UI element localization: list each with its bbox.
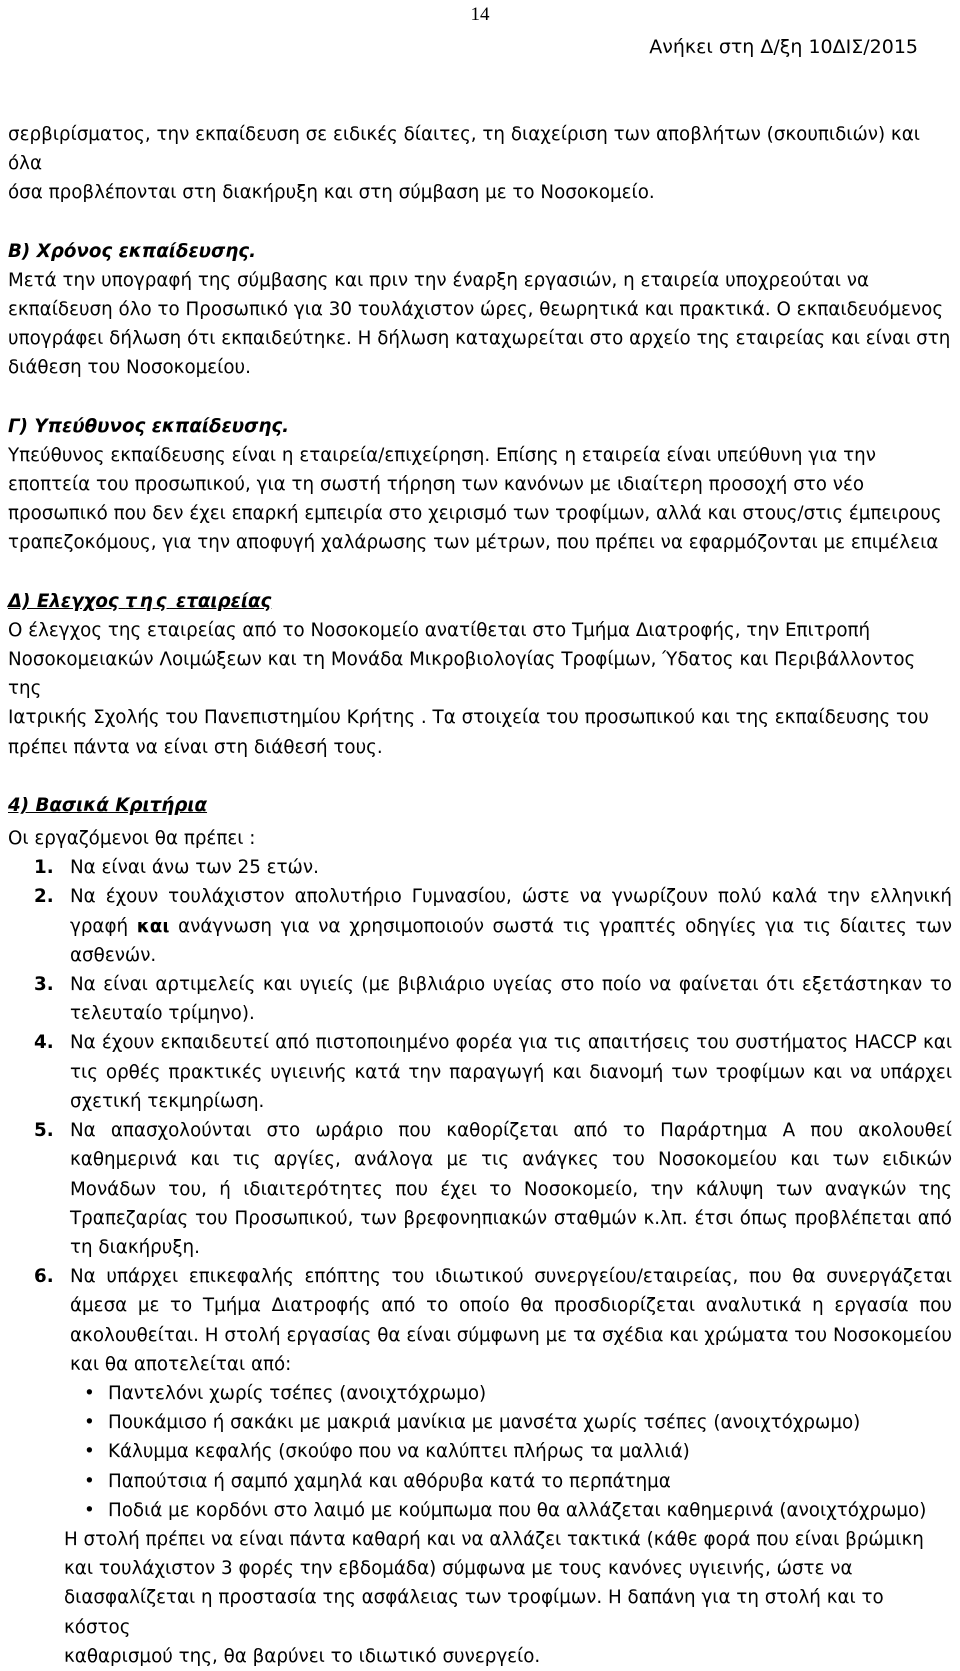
- document-reference: Ανήκει στη Δ/ξη 10ΔΙΣ/2015: [649, 36, 918, 58]
- section-d-title-part: εταιρείας: [176, 590, 272, 612]
- uniform-list: [8, 1379, 952, 1525]
- closing-line: διασφαλίζεται η προστασία της ασφάλειας των τροφίμων. Η δαπάνη για τη στολή και το κόστος: [64, 1587, 884, 1638]
- uniform-item-text: Ποδιά με κορδόνι στο λαιμό με κούμπωμα που θα αλλάζεται καθημερινά (ανοιχτόχρωμο): [108, 1499, 927, 1521]
- list-item: [8, 853, 952, 882]
- list-item: [8, 970, 952, 1028]
- section-d-line: Ιατρικής Σχολής του Πανεπιστημίου Κρήτης . Τα στοιχεία του προσωπικού και της εκπαίδευσης του: [8, 707, 929, 729]
- section-c-title: Γ) Υπεύθυνος εκπαίδευσης.: [8, 415, 290, 437]
- document-body: [8, 120, 952, 1671]
- uniform-closing-paragraph: [8, 1525, 952, 1671]
- bullet-icon: •: [84, 1470, 95, 1492]
- section-4-title: 4) Βασικά Κριτήρια: [8, 794, 208, 816]
- list-item-number: 1.: [34, 857, 54, 879]
- section-c-line: Υπεύθυνος εκπαίδευσης είναι η εταιρεία/επιχείρηση. Επίσης η εταιρεία είναι υπεύθυνη για την: [8, 444, 876, 466]
- uniform-item-text: Παπούτσια ή σαμπό χαμηλά και αθόρυβα κατά το περπάτημα: [108, 1470, 671, 1492]
- closing-line: Η στολή πρέπει να είναι πάντα καθαρή και να αλλάζει τακτικά (κάθε φορά που είναι βρώμικη: [64, 1528, 924, 1550]
- uniform-item: [8, 1467, 952, 1496]
- section-d-line: Ο έλεγχος της εταιρείας από το Νοσοκομείο ανατίθεται στο Τμήμα Διατροφής, την Επιτροπή: [8, 619, 871, 641]
- uniform-item: [8, 1408, 952, 1437]
- closing-line: και τουλάχιστον 3 φορές την εβδομάδα) σύμφωνα με τους κανόνες υγιεινής, ώστε να: [64, 1558, 853, 1580]
- section-b-line: Μετά την υπογραφή της σύμβασης και πριν την έναρξη εργασιών, η εταιρεία υποχρεούται να: [8, 269, 870, 291]
- list-item-text: Να είναι άνω των 25 ετών.: [70, 857, 319, 879]
- list-item-bold-word: και: [136, 915, 170, 937]
- list-item: [8, 1262, 952, 1379]
- list-item-text-part: ανάγνωση για να χρησιμοποιούν σωστά τις γραπτές οδηγίες για τις δίαιτες των ασθενών.: [70, 915, 952, 966]
- bullet-icon: •: [84, 1412, 95, 1434]
- intro-line: σερβιρίσματος, την εκπαίδευση σε ειδικές δίαιτες, τη διαχείριση των αποβλήτων (σκουπιδιών) και όλα: [8, 124, 920, 175]
- list-item-number: 4.: [34, 1032, 54, 1054]
- list-item: [8, 882, 952, 970]
- uniform-item: [8, 1437, 952, 1466]
- list-item-text: Να υπάρχει επικεφαλής επόπτης του ιδιωτικού συνεργείου/εταιρείας, που θα συνεργάζεται άμεσα με το Τμήμα Διατροφής από το οποίο θα προσδιορίζεται αναλυτικά η εργασία που ακολουθείται. Η στολή εργασίας θα είναι σύμφωνη με τα σχέδια και χρώματα του Νοσοκομείου και θα αποτελείται από:: [70, 1266, 952, 1375]
- criteria-list: [8, 853, 952, 1379]
- list-item-text: Να απασχολούνται στο ωράριο που καθορίζεται από το Παράρτημα Α που ακολουθεί καθημερινά και τις αργίες, ανάλογα με τις ανάγκες του Νοσοκομείου και των ειδικών Μονάδων του, ή ιδιαιτερότητες που έχει το Νοσοκομείο, την κάλυψη των αναγκών της Τραπεζαρίας του Προσωπικού, των βρεφονηπιακών σταθμών κ.λπ. έτσι όπως προβλέπεται από τη διακήρυξη.: [70, 1120, 952, 1258]
- uniform-item-text: Κάλυμμα κεφαλής (σκούφο που να καλύπτει πλήρως τα μαλλιά): [108, 1441, 690, 1463]
- list-item-text: [70, 882, 952, 970]
- bullet-icon: •: [84, 1382, 95, 1404]
- list-item-number: 3.: [34, 974, 54, 996]
- section-4-lead: Οι εργαζόμενοι θα πρέπει :: [8, 828, 256, 850]
- list-item: [8, 1028, 952, 1116]
- list-item-text: Να είναι αρτιμελείς και υγιείς (με βιβλιάριο υγείας στο ποίο να φαίνεται ότι εξετάστηκαν το τελευταίο τρίμηνο).: [70, 974, 952, 1025]
- bullet-icon: •: [84, 1499, 95, 1521]
- uniform-item-text: Πουκάμισο ή σακάκι με μακριά μανίκια με μανσέτα χωρίς τσέπες (ανοιχτόχρωμο): [108, 1412, 861, 1434]
- list-item: [8, 1116, 952, 1262]
- section-b-line: εκπαίδευση όλο το Προσωπικό για 30 τουλάχιστον ώρες, θεωρητικά και πρακτικά. Ο εκπαιδευόμενος: [8, 299, 944, 321]
- section-c-line: προσωπικό που δεν έχει επαρκή εμπειρία στο χειρισμό των τροφίμων, αλλά και στους/στις έμπειρους: [8, 503, 942, 525]
- list-item-text-part: Να έχουν τουλάχιστον απολυτήριο Γυμνασίου, ώστε να γνωρίζουν πολύ καλά την ελληνική γραφή: [70, 886, 952, 937]
- closing-line: καθαρισμού της, θα βαρύνει το ιδιωτικό συνεργείο.: [64, 1645, 541, 1667]
- uniform-item-text: Παντελόνι χωρίς τσέπες (ανοιχτόχρωμο): [108, 1382, 487, 1404]
- intro-line: όσα προβλέπονται στη διακήρυξη και στη σύμβαση με το Νοσοκομείο.: [8, 182, 655, 204]
- section-d-line: Νοσοκομειακών Λοιμώξεων και τη Μονάδα Μικροβιολογίας Τροφίμων, Ύδατος και Περιβάλλοντος της: [8, 649, 916, 700]
- section-b-line: διάθεση του Νοσοκομείου.: [8, 357, 251, 379]
- section-d-title: [8, 587, 952, 616]
- section-d-line: πρέπει πάντα να είναι στη διάθεσή τους.: [8, 736, 383, 758]
- list-item-number: 2.: [34, 886, 54, 908]
- section-b-line: υπογράφει δήλωση ότι εκπαιδεύτηκε. Η δήλωση καταχωρείται στο αρχείο της εταιρείας και είναι στη: [8, 328, 951, 350]
- bullet-icon: •: [84, 1441, 95, 1463]
- uniform-item: [8, 1379, 952, 1408]
- list-item-number: 6.: [34, 1266, 54, 1288]
- section-b-title: Β) Χρόνος εκπαίδευσης.: [8, 240, 257, 262]
- section-d-title-part: της: [125, 590, 170, 612]
- list-item-text: Να έχουν εκπαιδευτεί από πιστοποιημένο φορέα για τις απαιτήσεις του συστήματος HACCP και τις ορθές πρακτικές υγιεινής κατά την παραγωγή και διανομή των τροφίμων και να υπάρχει σχετική τεκμηρίωση.: [70, 1032, 952, 1112]
- section-d-title-part: Δ) Ελεγχος: [8, 590, 119, 612]
- section-c-line: εποπτεία του προσωπικού, για τη σωστή τήρηση των κανόνων με ιδιαίτερη προσοχή στο νέο: [8, 474, 865, 496]
- page-number: 14: [470, 4, 490, 25]
- uniform-item: [8, 1496, 952, 1525]
- list-item-number: 5.: [34, 1120, 54, 1142]
- section-c-line: τραπεζοκόμους, για την αποφυγή χαλάρωσης των μέτρων, που πρέπει να εφαρμόζονται με επιμέλεια: [8, 532, 939, 554]
